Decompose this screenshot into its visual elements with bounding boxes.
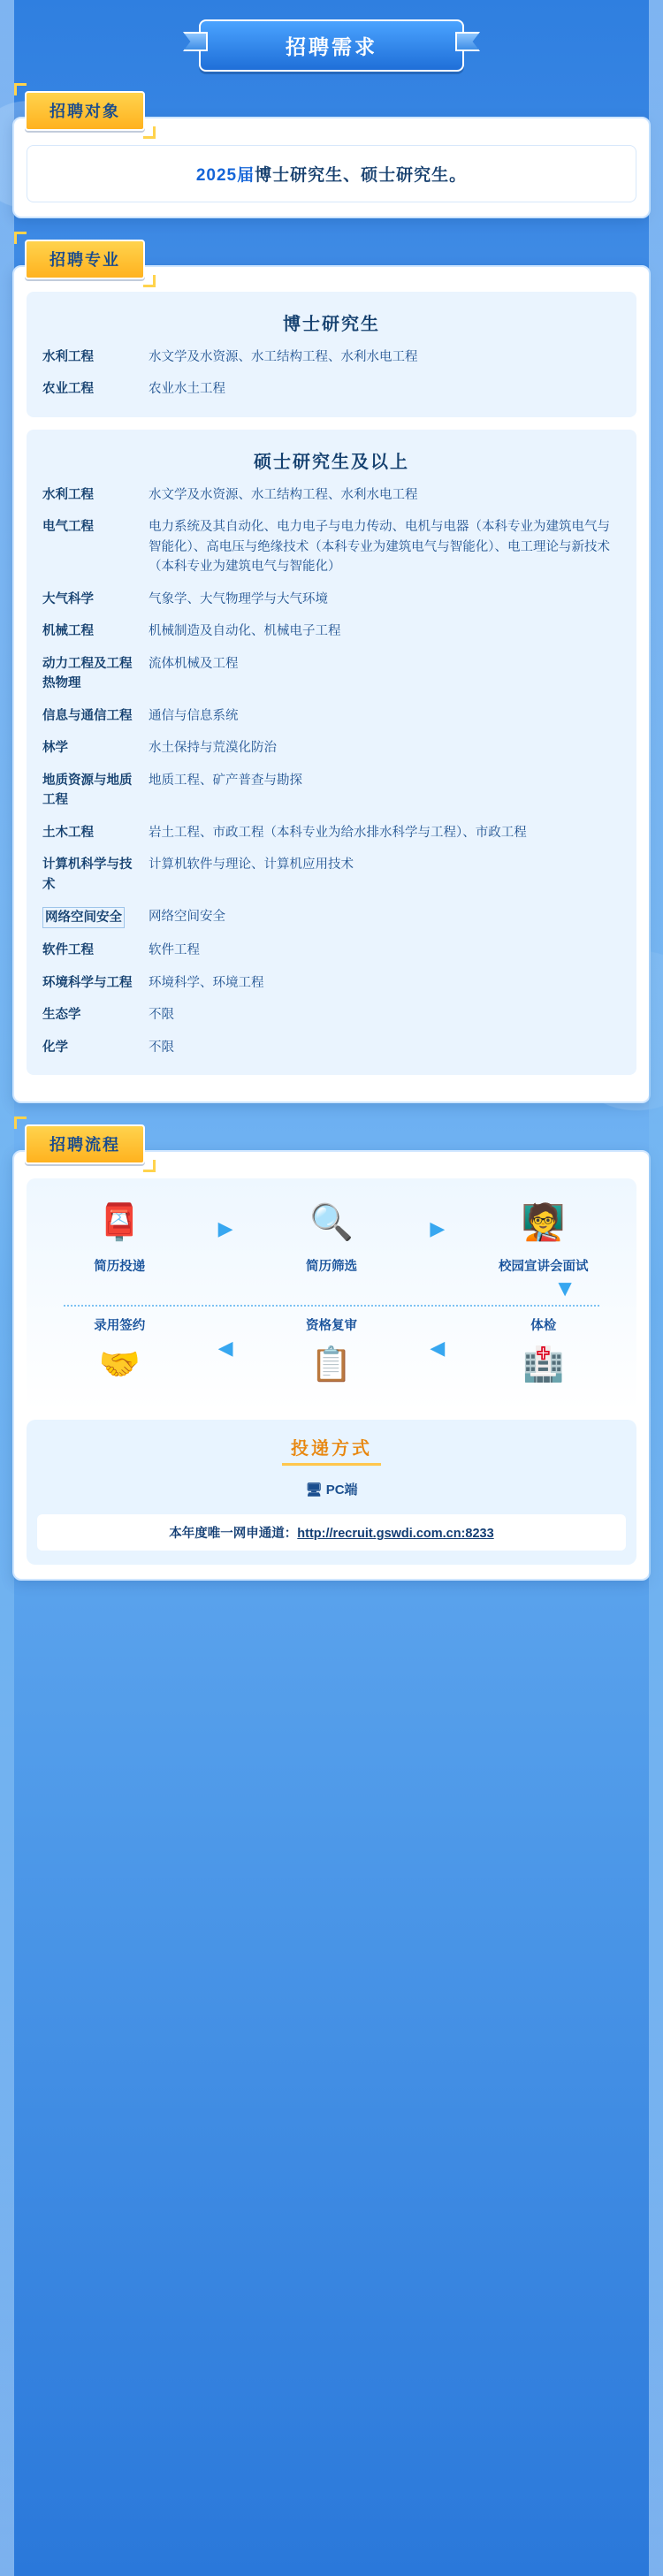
major-row [42, 590, 621, 609]
corner-decoration-icon [14, 1117, 27, 1129]
corner-decoration-icon [143, 1160, 156, 1172]
major-name: 林学 [42, 741, 68, 756]
section-tag-object: 招聘对象 [25, 91, 145, 131]
apply-pc-row [37, 1480, 626, 1498]
major-name: 大气科学 [42, 591, 94, 606]
ribbon-right-decoration [455, 32, 480, 51]
major-row [42, 654, 621, 694]
process-row-top [37, 1193, 626, 1276]
major-row [42, 379, 621, 399]
major-desc: 水土保持与荒漠化防治 [149, 741, 277, 756]
major-row [42, 907, 621, 928]
major-row [42, 771, 621, 811]
major-row [42, 347, 621, 367]
process-step-label: 简历投递 [94, 1260, 146, 1275]
arrow-left-icon: ◀ [217, 1336, 233, 1359]
object-text: 博士研究生、硕士研究生。 [255, 166, 468, 185]
section-recruitment-process [12, 1124, 651, 1581]
main-title-text: 招聘需求 [286, 35, 377, 58]
major-desc: 软件工程 [149, 943, 200, 958]
apply-method-box [27, 1420, 636, 1565]
section-tag-process: 招聘流程 [25, 1124, 145, 1164]
degree-block-master [27, 430, 636, 1075]
monitor-icon: 🖥 [305, 1482, 326, 1498]
arrow-left-icon: ◀ [430, 1336, 446, 1359]
major-name: 水利工程 [42, 350, 94, 364]
section-recruitment-majors [12, 240, 651, 1103]
major-desc: 不限 [149, 1040, 174, 1055]
major-desc: 机械制造及自动化、机械电子工程 [149, 624, 341, 639]
major-row [42, 485, 621, 505]
section-body-majors [12, 265, 651, 1103]
major-name [42, 907, 149, 928]
process-flow [27, 1178, 636, 1411]
process-row-bottom [37, 1312, 626, 1395]
major-name: 电气工程 [42, 520, 94, 535]
major-desc: 流体机械及工程 [149, 656, 239, 671]
major-row [42, 941, 621, 960]
major-desc: 通信与信息系统 [149, 708, 239, 723]
process-step-label: 校园宣讲会面试 [498, 1260, 589, 1275]
process-step-label: 录用签约 [94, 1318, 146, 1333]
corner-decoration-icon [14, 232, 27, 244]
screening-icon: 🔍 [309, 1203, 354, 1243]
main-title [199, 19, 464, 72]
major-row [42, 1038, 621, 1057]
process-step-6 [53, 1312, 186, 1395]
process-step-5 [265, 1312, 398, 1395]
major-name: 土木工程 [42, 825, 94, 840]
major-desc: 岩土工程、市政工程（本科专业为给水排水科学与工程）、市政工程 [149, 825, 527, 840]
major-desc: 水文学及水资源、水工结构工程、水利水电工程 [149, 350, 418, 364]
ribbon-left-decoration [183, 32, 208, 51]
apply-pc-label: PC端 [325, 1482, 358, 1498]
major-name: 机械工程 [42, 624, 94, 639]
major-desc: 计算机软件与理论、计算机应用技术 [149, 857, 354, 873]
section-recruitment-object [12, 91, 651, 218]
medical-icon: 🏥 [522, 1345, 565, 1383]
section-header-majors [25, 240, 145, 279]
major-name: 农业工程 [42, 382, 94, 397]
major-name: 环境科学与工程 [42, 975, 133, 990]
section-body-object [12, 117, 651, 218]
section-header-object [25, 91, 145, 131]
object-card [27, 145, 636, 202]
major-name-boxed: 网络空间安全 [42, 907, 125, 928]
process-step-label: 资格复审 [305, 1318, 357, 1333]
major-row [42, 621, 621, 641]
arrow-down-icon: ▼ [553, 1274, 576, 1301]
process-step-label: 体检 [530, 1318, 557, 1333]
major-desc: 电力系统及其自动化、电力电子与电力传动、电机与电器（本科专业为建筑电气与智能化）、高电压与绝缘技术（本科专业为建筑电气与智能化）、电工理论与新技术（本科专业为建筑电气与智能化） [149, 520, 610, 575]
process-step-4 [477, 1312, 610, 1395]
major-desc: 不限 [149, 1008, 174, 1023]
apply-title: 投递方式 [282, 1434, 381, 1466]
major-row [42, 855, 621, 895]
process-dotted-connector [64, 1305, 599, 1307]
major-desc: 气象学、大气物理学与大气环境 [149, 591, 328, 606]
major-name: 化学 [42, 1040, 68, 1055]
arrow-right-icon: ▶ [217, 1217, 233, 1240]
apply-channel-url[interactable]: http://recruit.gswdi.com.cn:8233 [297, 1526, 494, 1541]
spacer [27, 1411, 636, 1420]
major-row [42, 823, 621, 842]
section-tag-majors: 招聘专业 [25, 240, 145, 279]
process-step-1 [53, 1193, 186, 1276]
major-row [42, 706, 621, 726]
mailbox-icon: 📮 [97, 1203, 142, 1243]
major-name: 计算机科学与技术 [42, 857, 133, 892]
major-name: 软件工程 [42, 943, 94, 958]
major-name: 动力工程及工程热物理 [42, 656, 133, 691]
arrow-right-icon: ▶ [430, 1217, 446, 1240]
corner-decoration-icon [143, 275, 156, 287]
major-desc: 农业水土工程 [149, 382, 225, 397]
apply-channel-prefix: 本年度唯一网申通道： [169, 1526, 298, 1541]
major-name: 水利工程 [42, 487, 94, 502]
interview-icon: 🧑‍🏫 [521, 1203, 566, 1243]
major-row [42, 973, 621, 993]
degree-title: 博士研究生 [283, 315, 380, 334]
corner-decoration-icon [14, 83, 27, 95]
major-desc: 水文学及水资源、水工结构工程、水利水电工程 [149, 487, 418, 502]
major-name: 生态学 [42, 1008, 81, 1023]
major-desc: 网络空间安全 [149, 909, 225, 924]
main-title-banner [12, 19, 651, 72]
degree-block-doctor [27, 292, 636, 417]
major-row [42, 517, 621, 576]
object-highlight: 2025届 [195, 166, 255, 185]
degree-title: 硕士研究生及以上 [254, 452, 409, 472]
major-row [42, 1005, 621, 1025]
section-header-process [25, 1124, 145, 1164]
process-step-3 [477, 1193, 610, 1276]
apply-channel[interactable] [37, 1514, 626, 1551]
corner-decoration-icon [143, 126, 156, 139]
major-desc: 地质工程、矿产普查与勘探 [149, 773, 302, 788]
document-check-icon: 📋 [310, 1345, 353, 1383]
process-step-label: 简历筛选 [305, 1260, 357, 1275]
major-row [42, 738, 621, 758]
section-body-process [12, 1150, 651, 1581]
major-name: 地质资源与地质工程 [42, 773, 133, 808]
major-name: 信息与通信工程 [42, 708, 133, 723]
process-step-2 [265, 1193, 398, 1276]
handshake-icon: 🤝 [98, 1345, 141, 1383]
major-desc: 环境科学、环境工程 [149, 975, 264, 990]
